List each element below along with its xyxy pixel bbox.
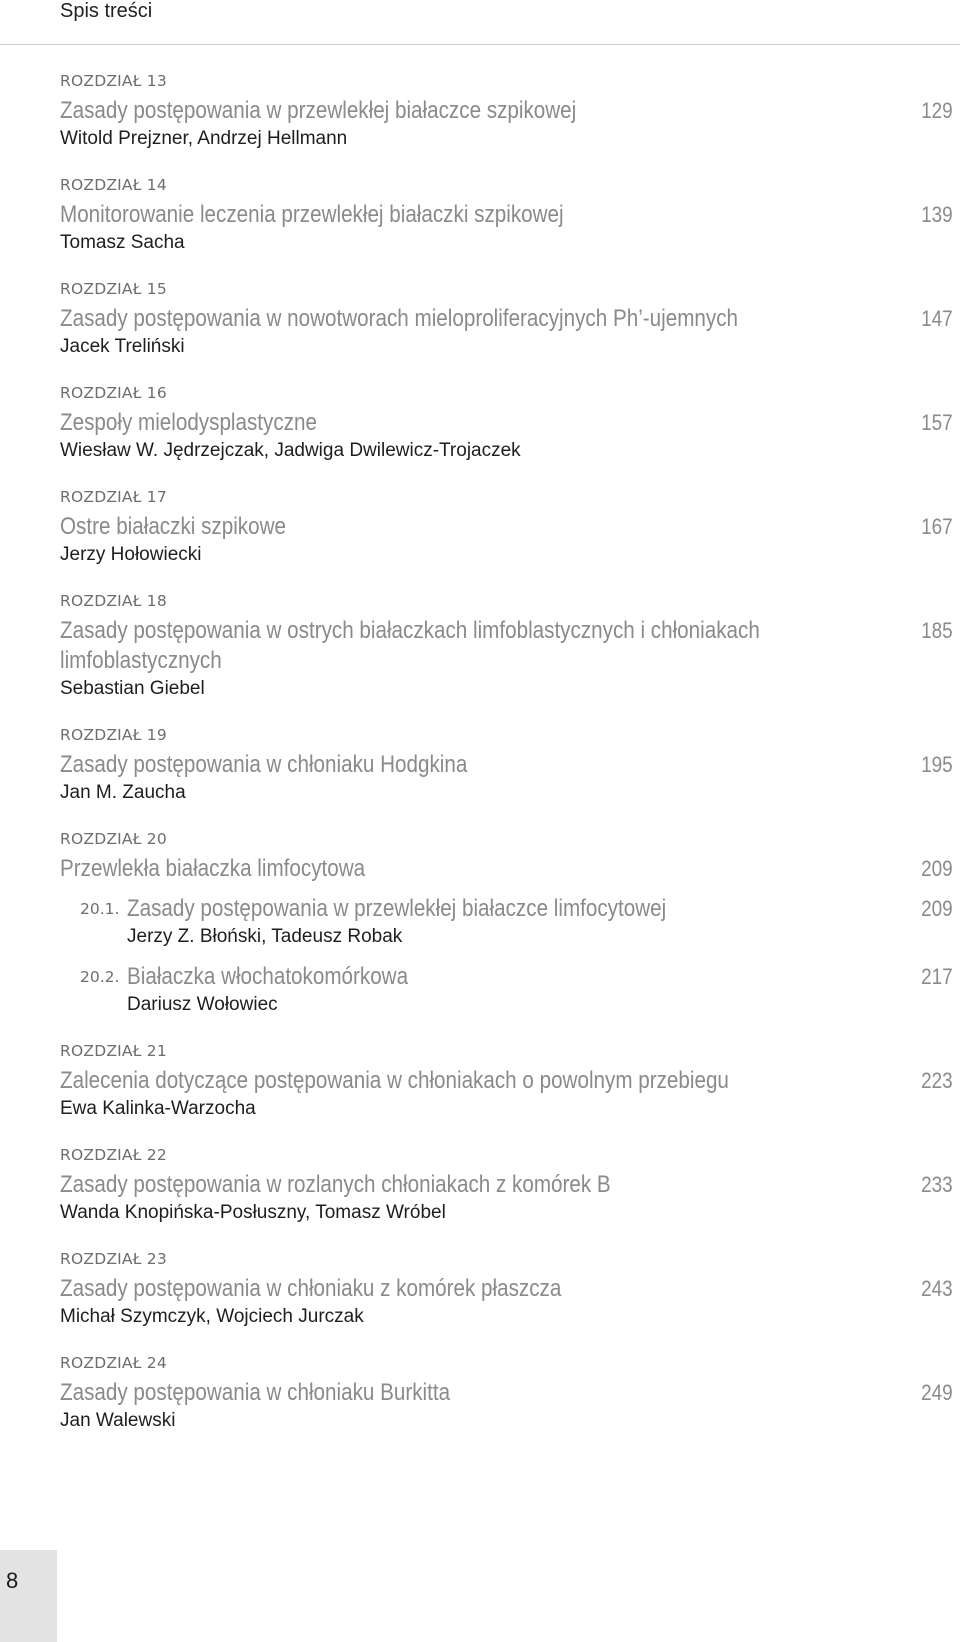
chapter-title[interactable]: Zasady postępowania w chłoniaku z komórek płaszcza [60,1275,562,1302]
header-title: Spis treści [60,0,153,22]
subsection-title[interactable]: Zasady postępowania w przewlekłej białaczce limfocytowej [127,895,667,922]
chapter-authors: Jerzy Hołowiecki [60,544,202,565]
subsection-number: 20.2. [80,968,120,986]
chapter-title[interactable]: Monitorowanie leczenia przewlekłej białaczki szpikowej [60,201,564,228]
chapter-page-number[interactable]: 185 [921,618,953,643]
chapter-page-number[interactable]: 157 [921,410,953,435]
toc-entry [60,487,953,568]
chapter-title-row [60,200,953,230]
subsection-title-row [80,962,953,992]
page-number-tab [0,1550,57,1642]
running-header [0,0,960,45]
toc-entry [60,1353,953,1434]
subsection-title-row [80,894,953,924]
chapter-authors: Wanda Knopińska-Posłuszny, Tomasz Wróbel [60,1202,446,1223]
subsection-authors: Jerzy Z. Błoński, Tadeusz Robak [127,926,403,947]
toc-entry [60,591,953,702]
toc-entry [60,175,953,256]
page-number: 8 [6,1568,19,1593]
subsection-heading [80,962,454,992]
chapter-title[interactable]: Zasady postępowania w ostrych białaczkach limfoblastycznych i chłoniakach limfoblastycznych [60,617,760,674]
toc-entry [60,1249,953,1330]
toc-entry [60,383,953,464]
chapter-label: ROZDZIAŁ 13 [60,72,167,90]
chapter-label: ROZDZIAŁ 16 [60,384,167,402]
chapter-label: ROZDZIAŁ 18 [60,592,167,610]
chapter-page-number[interactable]: 167 [921,514,953,539]
toc-entry [60,279,953,360]
chapter-label: ROZDZIAŁ 21 [60,1042,167,1060]
chapter-title[interactable]: Zasady postępowania w chłoniaku Hodgkina [60,751,468,778]
chapter-label: ROZDZIAŁ 20 [60,830,167,848]
chapter-title-row [60,1170,953,1200]
subsection-authors: Dariusz Wołowiec [127,994,278,1015]
chapter-authors: Michał Szymczyk, Wojciech Jurczak [60,1306,364,1327]
chapter-page-number[interactable]: 195 [921,752,953,777]
chapter-authors: Jan Walewski [60,1410,176,1431]
toc-entry [60,1041,953,1122]
toc-entry [60,71,953,152]
chapter-label: ROZDZIAŁ 22 [60,1146,167,1164]
chapter-authors: Tomasz Sacha [60,232,185,253]
toc-entry [60,829,953,1018]
chapter-label: ROZDZIAŁ 15 [60,280,167,298]
chapter-title-row [60,1274,953,1304]
chapter-label: ROZDZIAŁ 17 [60,488,167,506]
chapter-page-number[interactable]: 233 [921,1172,953,1197]
toc-entry [60,1145,953,1226]
chapter-title[interactable]: Zasady postępowania w chłoniaku Burkitta [60,1379,451,1406]
chapter-page-number[interactable]: 147 [921,306,953,331]
subsection-page-number[interactable]: 209 [921,896,953,921]
chapter-authors: Ewa Kalinka-Warzocha [60,1098,256,1119]
chapter-title-row [60,616,953,676]
chapter-label: ROZDZIAŁ 14 [60,176,167,194]
chapter-title[interactable]: Zespoły mielodysplastyczne [60,409,317,436]
chapter-authors: Jacek Treliński [60,336,185,357]
chapter-title[interactable]: Zalecenia dotyczące postępowania w chłoniakach o powolnym przebiegu [60,1067,729,1094]
chapter-title[interactable]: Przewlekła białaczka limfocytowa [60,855,366,882]
chapter-authors: Wiesław W. Jędrzejczak, Jadwiga Dwilewicz-Trojaczek [60,440,521,461]
toc-entry [60,725,953,806]
chapter-page-number[interactable]: 249 [921,1380,953,1405]
toc-subentry [80,894,953,950]
chapter-title-row [60,1066,953,1096]
chapter-title-row [60,96,953,126]
chapter-title-row [60,512,953,542]
chapter-page-number[interactable]: 243 [921,1276,953,1301]
chapter-title[interactable]: Zasady postępowania w przewlekłej białaczce szpikowej [60,97,577,124]
toc-subentry [80,962,953,1018]
chapter-page-number[interactable]: 139 [921,202,953,227]
chapter-page-number[interactable]: 223 [921,1068,953,1093]
chapter-label: ROZDZIAŁ 23 [60,1250,167,1268]
chapter-title-row [60,1378,953,1408]
chapter-authors: Jan M. Zaucha [60,782,186,803]
chapter-page-number[interactable]: 209 [921,856,953,881]
chapter-page-number[interactable]: 129 [921,98,953,123]
chapter-label: ROZDZIAŁ 19 [60,726,167,744]
subsection-heading [80,894,754,924]
chapter-title[interactable]: Ostre białaczki szpikowe [60,513,286,540]
subsection-page-number[interactable]: 217 [921,964,953,989]
chapter-authors: Sebastian Giebel [60,678,205,699]
subsection-number: 20.1. [80,900,120,918]
table-of-contents [60,71,953,1457]
chapter-title-row [60,408,953,438]
chapter-label: ROZDZIAŁ 24 [60,1354,167,1372]
subsection-title[interactable]: Białaczka włochatokomórkowa [127,963,409,990]
chapter-title-row [60,750,953,780]
chapter-title-row [60,304,953,334]
chapter-title[interactable]: Zasady postępowania w rozlanych chłoniakach z komórek B [60,1171,611,1198]
chapter-title[interactable]: Zasady postępowania w nowotworach mieloproliferacyjnych Ph’-ujemnych [60,305,739,332]
chapter-authors: Witold Prejzner, Andrzej Hellmann [60,128,348,149]
chapter-title-row [60,854,953,884]
